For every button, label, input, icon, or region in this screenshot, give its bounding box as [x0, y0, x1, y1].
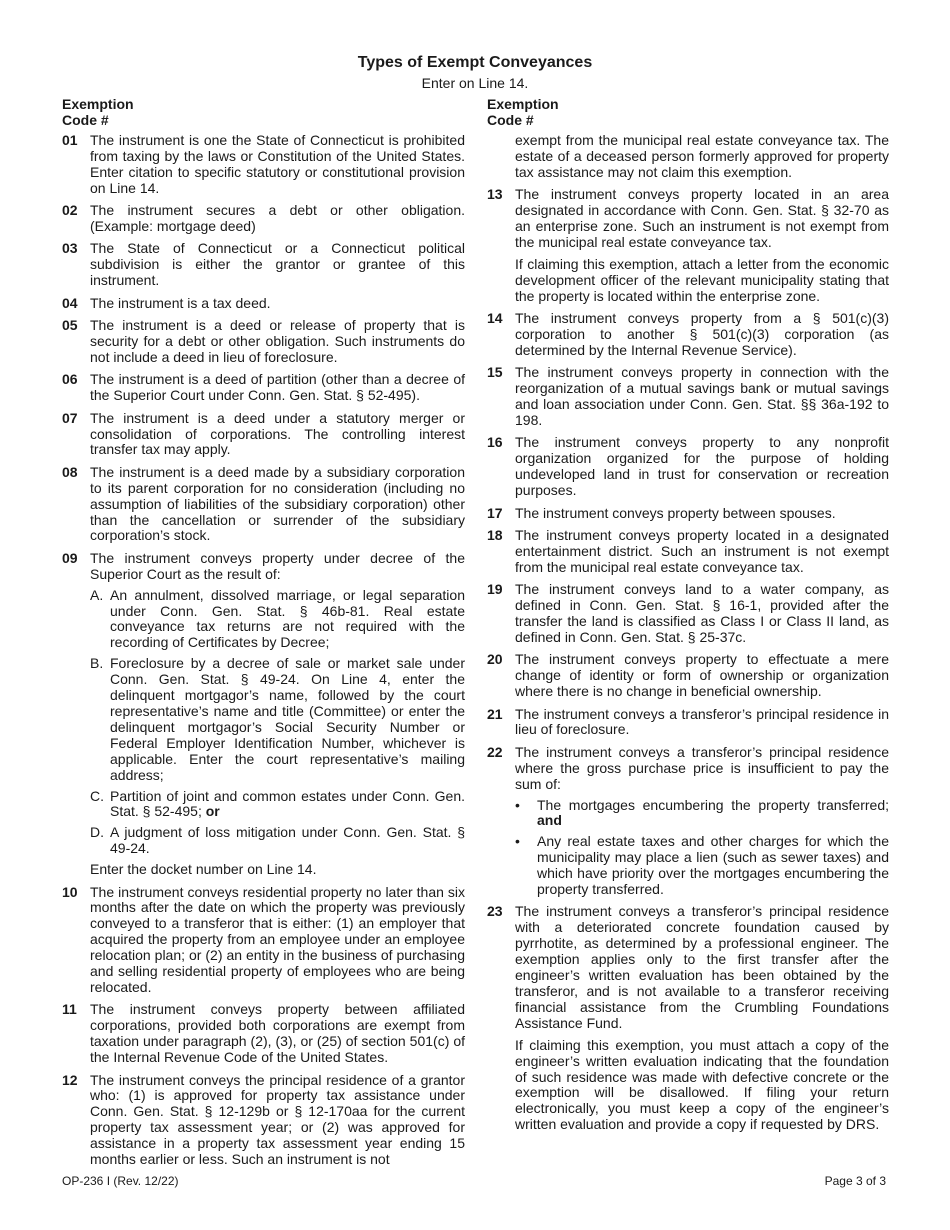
exemption-code: 01 — [62, 132, 78, 148]
bullet-icon: • — [515, 796, 520, 813]
exemption-text: The instrument is a deed of partition (other than a decree of the Superior Court under Conn. Gen. Stat. § 52-495). — [90, 371, 465, 404]
exemption-text: The instrument conveys land to a water company, as defined in Conn. Gen. Stat. § 16-1, provided after the transfer the land is classified as Class I or Class II land, as defined in Conn. Gen. Stat. § 25-37c. — [515, 581, 889, 645]
exemption-entry — [62, 1002, 465, 1066]
exemption-code: 21 — [487, 705, 503, 722]
exemption-entry — [487, 707, 889, 739]
exemption-code: 05 — [62, 317, 78, 334]
exemption-entry — [62, 318, 465, 366]
exemption-code: 11 — [62, 1001, 77, 1018]
exemption-entry — [62, 241, 465, 289]
exemption-entry — [62, 372, 465, 404]
column-heading: Exemption Code # — [62, 96, 134, 128]
exemption-code: 19 — [487, 581, 503, 598]
exemption-entry — [487, 311, 889, 359]
exemption-entry — [487, 904, 889, 1133]
exemption-entry — [487, 582, 889, 646]
sub-item: B. Foreclosure by a decree of sale or market sale under Conn. Gen. Stat. § 49-24. On Line 4, enter the delinquent mortgagor’s name, followed by the court representative’s name and title (Committee) or enter the delinquent mortgagor’s Social Security Number or Federal Employer Identification Number, whichever is applicable. Enter the court representative’s mailing address; — [90, 655, 465, 783]
exemption-code: 04 — [62, 294, 78, 311]
exemption-entry — [62, 465, 465, 545]
exemption-code: 13 — [487, 186, 503, 203]
sub-item: D. A judgment of loss mitigation under Conn. Gen. Stat. § 49-24. — [90, 824, 465, 857]
exemption-entry — [487, 652, 889, 700]
exemption-text: The instrument conveys property under decree of the Superior Court as the result of: A. An annulment, dissolved marriage, or legal separation under Conn. Gen. Stat. § 46b-81. Real estate conveyance tax returns are not required with the recording of Certificates by Decree; B. Foreclosure by a decree of sale or market sale under Conn. Gen. Stat. § 49-24. On Line 4, enter the delinquent mortgagor’s name, followed by the court representative’s name and title (Committee) or enter the delinquent mortgagor’s Social Security Number or Federal Employer Identification Number, whichever is applicable. Enter the court representative’s mailing address; C. Partition of joint and common estates under Conn. Gen. Stat. § 52-495; or D. A judgment of loss mitigation under Conn. Gen. Stat. § 49-24. Enter the docket number on Line 14. — [90, 549, 465, 878]
sub-list — [90, 588, 465, 858]
bullet-icon: • — [515, 833, 520, 850]
page-title: Types of Exempt Conveyances — [357, 54, 593, 71]
exemption-text: The instrument is a deed or release of property that is security for a debt or other obligation. Such instruments do not include a deed in lieu of foreclosure. — [90, 317, 465, 365]
exemption-text: The instrument is a deed under a statutory merger or consolidation of corporations. The controlling interest transfer tax may apply. — [90, 409, 465, 458]
exemption-entry — [487, 745, 889, 898]
exemption-text: The State of Connecticut or a Connecticut political subdivision is either the grantor or grantee of this instrument. — [90, 240, 465, 289]
exemption-code: 17 — [487, 504, 503, 521]
exemption-text: The instrument conveys property between affiliated corporations, provided both corporations are exempt from taxation under paragraph (2), (3), or (25) of section 501(c) of the Internal Revenue Code of the United States. — [90, 1001, 465, 1066]
exemption-text: The instrument conveys a transferor’s principal residence with a deteriorated concrete foundation caused by pyrrhotite, as determined by a professional engineer. The exemption applies only to the first transfer after the engineer’s written evaluation has been obtained by the transferor, and is not available to a transferor receiving financial assistance from the Crumbling Foundations Assistance Fund. If claiming this exemption, you must attach a copy of the engineer’s written evaluation indicating that the foundation of such residence was made with defective concrete or the exemption will be disallowed. If filing your return electronically, you must keep a copy of the engineer’s written evaluation and provide a copy if requested by DRS. — [515, 903, 889, 1133]
exemption-entry — [487, 365, 889, 429]
exemption-entry — [487, 506, 889, 522]
docket-note: Enter the docket number on Line 14. — [90, 861, 317, 878]
exemption-code: 09 — [62, 549, 78, 566]
exemption-code: 08 — [62, 463, 78, 480]
exemption-code: 15 — [487, 364, 503, 381]
sub-item: A. An annulment, dissolved marriage, or legal separation under Conn. Gen. Stat. § 46b-81. Real estate conveyance tax returns are not required with the recording of Certificates by Decree; — [90, 586, 465, 651]
exemption-text: The instrument conveys property to any nonprofit organization organized for the purpose of holding undeveloped land in trust for conservation or recreation purposes. — [515, 434, 889, 499]
exemption-code: 03 — [62, 240, 78, 257]
exemption-text: The instrument conveys property to effectuate a mere change of identity or form of ownership or organization where there is no change in beneficial ownership. — [515, 651, 889, 700]
exemption-text: The instrument is a deed made by a subsidiary corporation to its parent corporation for no consideration (including no assumption of liabilities of the subsidiary corporation) other than the cancellation or surrender of the subsidiary corporation’s stock. — [90, 463, 465, 544]
exemption-entry — [487, 528, 889, 576]
exemption-entry — [62, 203, 465, 235]
exemption-text: The instrument conveys property located in a designated entertainment district. Such an instrument is not exempt from the municipal real estate conveyance tax. — [515, 526, 889, 575]
exemption-entry — [62, 551, 465, 878]
exemption-entry — [62, 1073, 465, 1168]
exemption-text: The instrument conveys a transferor’s principal residence in lieu of foreclosure. — [515, 705, 889, 738]
column-heading: Exemption Code # — [487, 96, 559, 128]
exemption-entry — [487, 187, 889, 304]
exemption-text: The instrument is a tax deed. — [90, 294, 271, 311]
exemption-entry — [487, 435, 889, 499]
exemption-text: The instrument conveys property from a § 501(c)(3) corporation to another § 501(c)(3) corporation (as determined by the Internal Revenue Service). — [515, 310, 889, 358]
exemption-text: The instrument conveys property in connection with the reorganization of a mutual savings bank or mutual savings and loan association under Conn. Gen. Stat. §§ 36a-192 to 198. — [515, 364, 889, 428]
sub-item: C. Partition of joint and common estates under Conn. Gen. Stat. § 52-495; or — [90, 787, 465, 820]
exemption-code: 06 — [62, 371, 78, 388]
exemption-code: 22 — [487, 743, 503, 760]
exemption-code: 02 — [62, 202, 78, 219]
right-column — [487, 96, 889, 1140]
exemption-entry — [62, 133, 465, 197]
continued-text: exempt from the municipal real estate conveyance tax. The estate of a deceased person formerly approved for property tax assistance may not claim this exemption. — [515, 132, 889, 180]
exemption-entry — [62, 296, 465, 312]
exemption-text: The instrument conveys property between spouses. — [515, 504, 836, 521]
exemption-entry — [62, 411, 465, 459]
exemption-code: 16 — [487, 434, 503, 451]
exemption-text: The instrument secures a debt or other obligation. (Example: mortgage deed) — [90, 202, 465, 235]
exemption-code: 10 — [62, 883, 78, 900]
exemption-code: 23 — [487, 903, 503, 920]
exemption-text: The instrument conveys a transferor’s principal residence where the gross purchase price is insufficient to pay the sum of: • The mortgages encumbering the property transferred; and • Any real estate taxes and other charges for which the municipality may place a lien (such as sewer taxes) and which have priority over the mortgages encumbering the property transferred. — [515, 743, 889, 898]
exemption-text: The instrument conveys the principal residence of a grantor who: (1) is approved for property tax assistance under Conn. Gen. Stat. § 12-129b or § 12-170aa for the current property tax assessment year; or (2) was approved for assistance in a property tax assessment year ending 15 months earlier or less. Such an instrument is not — [90, 1071, 465, 1168]
exemption-code: 14 — [487, 310, 503, 327]
page-subtitle: Enter on Line 14. — [421, 75, 529, 91]
page-number: Page 3 of 3 — [824, 1174, 886, 1188]
exemption-text: The instrument conveys property located in an area designated in accordance with Conn. Gen. Stat. § 32-70 as an enterprise zone. Such an instrument is not exempt from the municipal real estate conveyance tax. If claiming this exemption, attach a letter from the economic development officer of the relevant municipality stating that the property is located within the enterprise zone. — [515, 186, 889, 304]
form-id: OP-236 I (Rev. 12/22) — [62, 1174, 179, 1188]
left-column — [62, 96, 465, 1174]
exemption-code: 07 — [62, 409, 78, 426]
exemption-code: 18 — [487, 526, 503, 543]
exemption-text: The instrument is one the State of Connecticut is prohibited from taxing by the laws or Constitution of the United States. Enter citation to specific statutory or constitutional provision on Line 14. — [90, 132, 465, 196]
bullet-item: • The mortgages encumbering the property transferred; and — [515, 796, 889, 829]
bullet-item: • Any real estate taxes and other charges for which the municipality may place a lien (such as sewer taxes) and which have priority over the mortgages encumbering the property transferred. — [515, 833, 889, 898]
exemption-code: 20 — [487, 651, 503, 668]
exemption-code: 12 — [62, 1071, 78, 1088]
exemption-text: The instrument conveys residential property no later than six months after the date on which the property was previously conveyed to a transferor that is either: (1) an employer that acquired the property from an employee under an employee relocation plan; or (2) an entity in the business of purchasing and selling residential property of employees who are being relocated. — [90, 883, 465, 995]
exemption-entry — [62, 885, 465, 996]
